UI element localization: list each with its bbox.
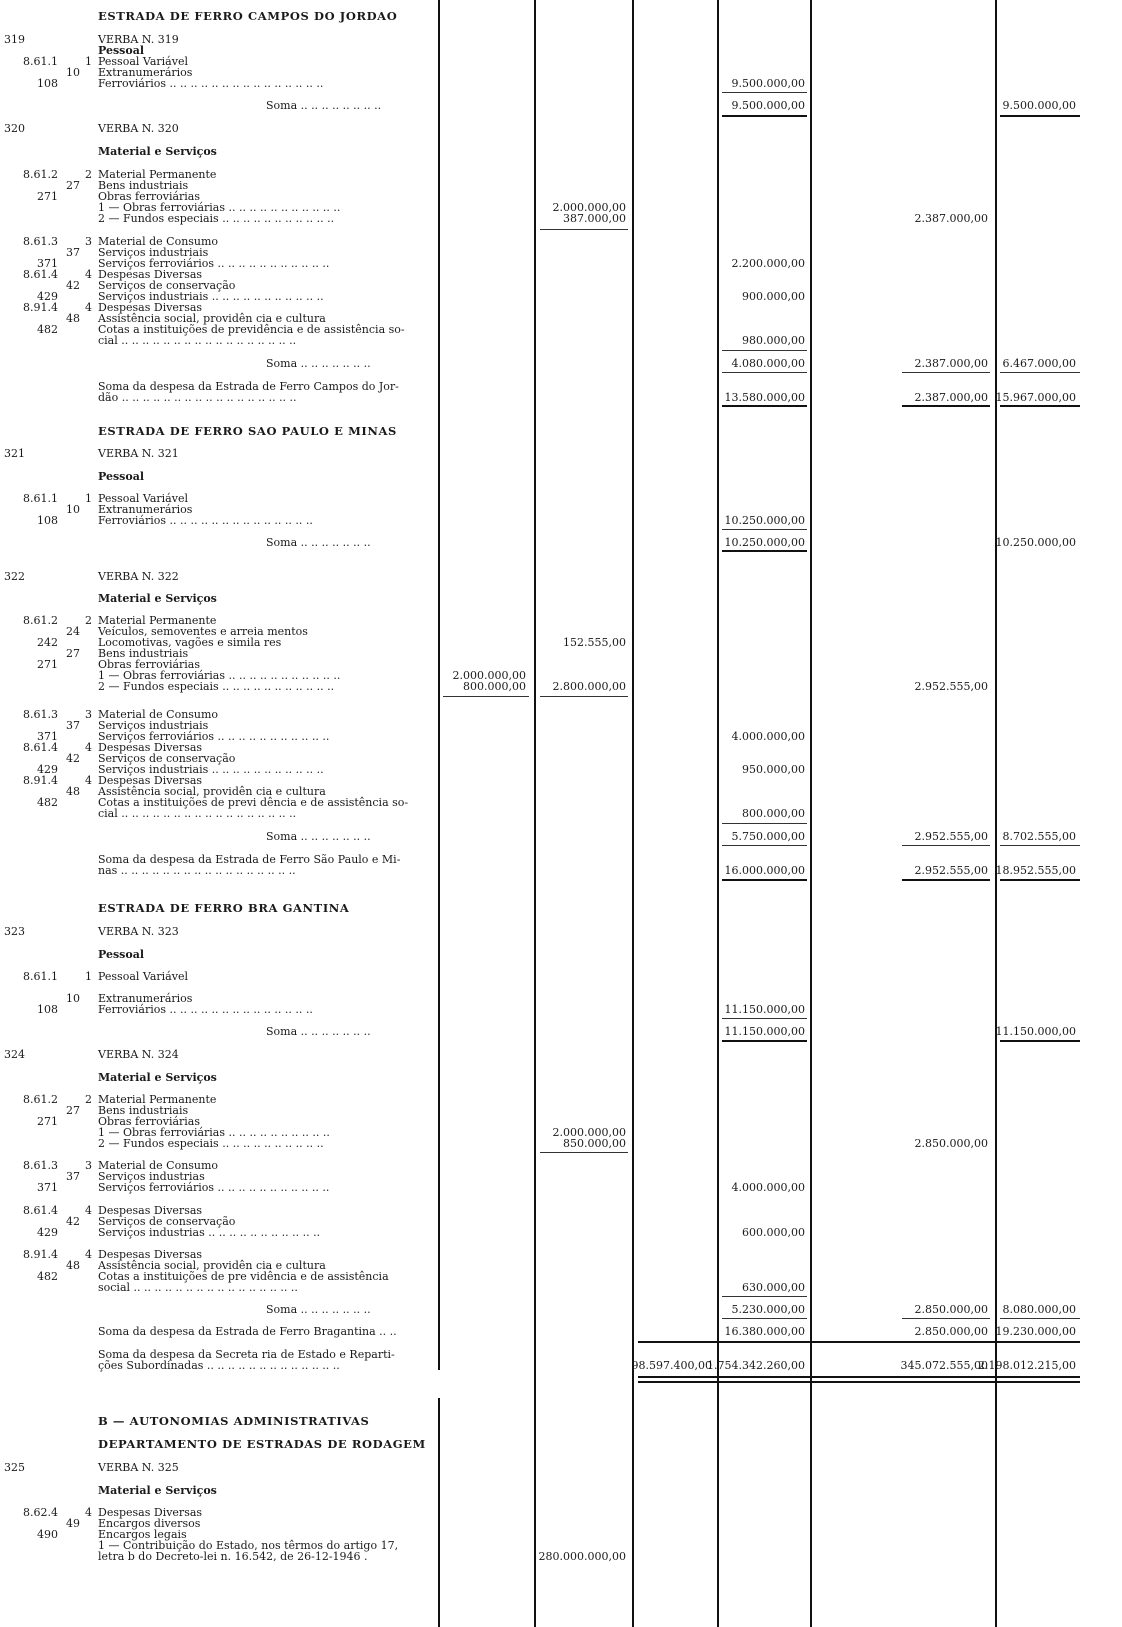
amount-col-4: 5.750.000,00 — [731, 830, 805, 843]
line-description: Soma da despesa da Estrada de Ferro São Paulo e Mi- — [98, 853, 401, 866]
amount-col-4: 950.000,00 — [742, 763, 805, 776]
budget-line — [0, 145, 1122, 158]
line-description: VERBA N. 322 — [98, 570, 179, 583]
line-description: Material e Serviços — [98, 145, 217, 158]
soma-label: Soma .. .. .. .. .. .. .. — [266, 830, 371, 843]
amount-col-4: 16.380.000,00 — [724, 1325, 805, 1338]
total-rule — [638, 1381, 1080, 1383]
budget-line — [0, 536, 1122, 549]
total-rule — [722, 550, 807, 552]
account-code: 8.62.4 — [23, 1506, 58, 1519]
budget-line — [0, 334, 1122, 347]
budget-line — [0, 10, 1122, 23]
soma-label: Soma .. .. .. .. .. .. .. .. — [266, 99, 382, 112]
budget-line — [0, 1303, 1122, 1316]
item-number: 4 — [85, 301, 92, 314]
line-description: B — AUTONOMIAS ADMINISTRATIVAS — [98, 1414, 370, 1428]
budget-line — [0, 1438, 1122, 1451]
line-description: 1 — Obras ferroviárias .. .. .. .. .. .. .. .. .. .. .. — [98, 201, 341, 214]
budget-line — [0, 1226, 1122, 1239]
amount-col-4: 900.000,00 — [742, 290, 805, 303]
line-description: Ferroviários .. .. .. .. .. .. .. .. .. .. .. .. .. .. — [98, 1003, 313, 1016]
line-description: Material Permanente — [98, 168, 217, 181]
amount-col-4: 9.500.000,00 — [731, 77, 805, 90]
line-description: Extranumerários — [98, 992, 193, 1005]
line-description: Serviços de conservação — [98, 752, 236, 765]
subaccount-code: 37 — [66, 246, 80, 259]
amount-col-2: 280.000.000,00 — [538, 1550, 626, 1563]
total-rule — [722, 92, 807, 93]
line-description: nas .. .. .. .. .. .. .. .. .. .. .. .. .. .. .. .. .. — [98, 864, 296, 877]
account-code: 8.91.4 — [23, 301, 58, 314]
line-description: Despesas Diversas — [98, 268, 203, 281]
soma-label: Soma .. .. .. .. .. .. .. — [266, 1303, 371, 1316]
item-number: 4 — [85, 741, 92, 754]
line-description: Material de Consumo — [98, 235, 219, 248]
subaccount-code: 42 — [66, 1215, 80, 1228]
budget-line — [0, 1181, 1122, 1194]
total-rule — [1000, 1040, 1080, 1042]
amount-col-5: 345.072.555,00 — [900, 1359, 988, 1372]
budget-line — [0, 514, 1122, 527]
total-rule — [1000, 372, 1080, 373]
budget-line — [0, 77, 1122, 90]
account-code: 108 — [37, 77, 58, 90]
account-code: 482 — [37, 1270, 58, 1283]
line-description: ESTRADA DE FERRO SAO PAULO E MINAS — [98, 424, 397, 438]
budget-line — [0, 1325, 1122, 1338]
account-code: 271 — [37, 190, 58, 203]
account-code: 8.61.2 — [23, 614, 58, 627]
amount-col-4: 4.000.000,00 — [731, 1181, 805, 1194]
total-rule — [722, 529, 807, 530]
verba-number: 319 — [4, 33, 25, 46]
line-description: Obras ferroviárias — [98, 190, 201, 203]
line-description: Ferroviários .. .. .. .. .. .. .. .. .. .. .. .. .. .. .. — [98, 77, 324, 90]
budget-line — [0, 1415, 1122, 1428]
line-description: Bens industriais — [98, 179, 189, 192]
line-description: 2 — Fundos especiais .. .. .. .. .. .. .. .. .. .. — [98, 1137, 324, 1150]
amount-col-4: 11.150.000,00 — [724, 1003, 805, 1016]
amount-col-2: 2.000.000,00 — [552, 1126, 626, 1139]
line-description: Encargos legais — [98, 1528, 187, 1541]
line-description: Cotas a instituições de previ dência e de assistência so- — [98, 796, 409, 809]
amount-col-4: 5.230.000,00 — [731, 1303, 805, 1316]
line-description: Obras ferroviárias — [98, 1115, 201, 1128]
total-rule — [540, 696, 628, 697]
line-description: Serviços ferroviários .. .. .. .. .. .. .. .. .. .. .. — [98, 257, 330, 270]
total-rule — [722, 879, 807, 881]
line-description: Pessoal Variável — [98, 55, 188, 68]
account-code: 8.61.2 — [23, 168, 58, 181]
total-rule — [722, 823, 807, 824]
account-code: 8.61.1 — [23, 55, 58, 68]
budget-line — [0, 425, 1122, 438]
line-description: Assistência social, providên cia e cultura — [98, 312, 326, 325]
line-description: Extranumerários — [98, 66, 193, 79]
line-description: Material Permanente — [98, 1093, 217, 1106]
amount-col-2: 2.000.000,00 — [552, 201, 626, 214]
account-code: 482 — [37, 796, 58, 809]
budget-line — [0, 1359, 1122, 1372]
account-code: 8.91.4 — [23, 774, 58, 787]
amount-col-4: 980.000,00 — [742, 334, 805, 347]
account-code: 8.61.4 — [23, 268, 58, 281]
amount-col-6: 8.080.000,00 — [1002, 1303, 1076, 1316]
line-description: DEPARTAMENTO DE ESTRADAS DE RODAGEM — [98, 1437, 426, 1451]
total-rule — [1000, 879, 1080, 881]
amount-col-5: 2.387.000,00 — [914, 212, 988, 225]
line-description: Material e Serviços — [98, 1484, 217, 1497]
account-code: 429 — [37, 1226, 58, 1239]
amount-col-6: 6.467.000,00 — [1002, 357, 1076, 370]
amount-col-4: 13.580.000,00 — [724, 391, 805, 404]
budget-line — [0, 970, 1122, 983]
line-description: Despesas Diversas — [98, 301, 203, 314]
budget-line — [0, 1461, 1122, 1474]
total-rule — [1000, 115, 1080, 117]
budget-line — [0, 925, 1122, 938]
item-number: 4 — [85, 268, 92, 281]
line-description: Serviços industriais .. .. .. .. .. .. .. .. .. .. .. — [98, 290, 324, 303]
line-description: Despesas Diversas — [98, 741, 203, 754]
account-code: 8.61.3 — [23, 1159, 58, 1172]
amount-col-5: 2.952.555,00 — [914, 830, 988, 843]
account-code: 8.91.4 — [23, 1248, 58, 1261]
budget-line — [0, 902, 1122, 915]
account-code: 8.61.3 — [23, 235, 58, 248]
amount-col-6: 2.198.012.215,00 — [978, 1359, 1076, 1372]
line-description: Material e Serviços — [98, 592, 217, 605]
line-description: Pessoal — [98, 948, 145, 961]
amount-col-5: 2.387.000,00 — [914, 391, 988, 404]
line-description: Serviços industriais — [98, 719, 209, 732]
line-description: Serviços industrias — [98, 1170, 205, 1183]
budget-line — [0, 1550, 1122, 1563]
subaccount-code: 48 — [66, 312, 80, 325]
total-rule — [722, 845, 807, 846]
budget-line — [0, 1048, 1122, 1061]
budget-line — [0, 1281, 1122, 1294]
subaccount-code: 10 — [66, 992, 80, 1005]
amount-col-5: 2.850.000,00 — [914, 1137, 988, 1150]
total-rule — [902, 845, 990, 846]
total-rule — [722, 1296, 807, 1297]
verba-number: 322 — [4, 570, 25, 583]
budget-line — [0, 357, 1122, 370]
amount-col-6: 15.967.000,00 — [995, 391, 1076, 404]
subaccount-code: 10 — [66, 66, 80, 79]
item-number: 3 — [85, 708, 92, 721]
account-code: 8.61.1 — [23, 970, 58, 983]
item-number: 2 — [85, 168, 92, 181]
budget-line — [0, 1003, 1122, 1016]
total-rule — [638, 1341, 1080, 1343]
line-description: Encargos diversos — [98, 1517, 201, 1530]
subaccount-code: 27 — [66, 647, 80, 660]
budget-line — [0, 99, 1122, 112]
total-rule — [722, 372, 807, 373]
account-code: 482 — [37, 323, 58, 336]
amount-col-6: 18.952.555,00 — [995, 864, 1076, 877]
verba-number: 325 — [4, 1461, 25, 1474]
amount-col-4: 10.250.000,00 — [724, 514, 805, 527]
line-description: Despesas Diversas — [98, 1506, 203, 1519]
line-description: Serviços industriais .. .. .. .. .. .. .. .. .. .. .. — [98, 763, 324, 776]
verba-number: 324 — [4, 1048, 25, 1061]
budget-line — [0, 1071, 1122, 1084]
total-rule — [1000, 1318, 1080, 1319]
line-description: Extranumerários — [98, 503, 193, 516]
item-number: 1 — [85, 970, 92, 983]
amount-col-4: 4.000.000,00 — [731, 730, 805, 743]
account-code: 371 — [37, 730, 58, 743]
total-rule — [722, 1040, 807, 1042]
line-description: VERBA N. 325 — [98, 1461, 179, 1474]
line-description: Locomotivas, vagões e simila res — [98, 636, 282, 649]
verba-number: 320 — [4, 122, 25, 135]
account-code: 108 — [37, 514, 58, 527]
amount-col-4: 630.000,00 — [742, 1281, 805, 1294]
line-description: Serviços industriais — [98, 246, 209, 259]
line-description: Cotas a instituições de previdência e de assistência so- — [98, 323, 405, 336]
line-description: Despesas Diversas — [98, 774, 203, 787]
amount-col-6: 19.230.000,00 — [995, 1325, 1076, 1338]
budget-line — [0, 570, 1122, 583]
line-description: Serviços ferroviários .. .. .. .. .. .. .. .. .. .. .. — [98, 730, 330, 743]
line-description: Despesas Diversas — [98, 1204, 203, 1217]
item-number: 1 — [85, 55, 92, 68]
line-description: 1 — Obras ferroviárias .. .. .. .. .. .. .. .. .. .. — [98, 1126, 330, 1139]
total-rule — [902, 405, 990, 407]
total-rule — [540, 1152, 628, 1153]
amount-col-5: 2.952.555,00 — [914, 864, 988, 877]
total-rule — [722, 1018, 807, 1019]
line-description: 1 — Contribuição do Estado, nos têrmos do artigo 17, — [98, 1539, 399, 1552]
budget-line — [0, 1484, 1122, 1497]
line-description: VERBA N. 321 — [98, 447, 179, 460]
budget-line — [0, 470, 1122, 483]
amount-col-5: 2.850.000,00 — [914, 1325, 988, 1338]
account-code: 371 — [37, 257, 58, 270]
line-description: Pessoal — [98, 44, 145, 57]
budget-line — [0, 592, 1122, 605]
total-rule — [902, 879, 990, 881]
verba-number: 323 — [4, 925, 25, 938]
line-description: VERBA N. 320 — [98, 122, 179, 135]
amount-col-3: 98.597.400,00 — [631, 1359, 712, 1372]
line-description: Bens industriais — [98, 647, 189, 660]
item-number: 4 — [85, 774, 92, 787]
line-description: Serviços de conservação — [98, 1215, 236, 1228]
line-description: Serviços ferroviários .. .. .. .. .. .. .. .. .. .. .. — [98, 1181, 330, 1194]
amount-col-6: 9.500.000,00 — [1002, 99, 1076, 112]
account-code: 271 — [37, 658, 58, 671]
amount-col-5: 2.387.000,00 — [914, 357, 988, 370]
total-rule — [638, 1376, 1080, 1378]
item-number: 2 — [85, 1093, 92, 1106]
subaccount-code: 24 — [66, 625, 80, 638]
line-description: Despesas Diversas — [98, 1248, 203, 1261]
line-description: social .. .. .. .. .. .. .. .. .. .. .. .. .. .. .. .. — [98, 1281, 298, 1294]
line-description: Bens industriais — [98, 1104, 189, 1117]
line-description: VERBA N. 323 — [98, 925, 179, 938]
account-code: 371 — [37, 1181, 58, 1194]
account-code: 8.61.4 — [23, 1204, 58, 1217]
total-rule — [722, 1318, 807, 1319]
budget-line — [0, 1025, 1122, 1038]
budget-line — [0, 864, 1122, 877]
amount-col-6: 8.702.555,00 — [1002, 830, 1076, 843]
item-number: 4 — [85, 1506, 92, 1519]
amount-col-1: 2.000.000,00 — [452, 669, 526, 682]
amount-col-4: 800.000,00 — [742, 807, 805, 820]
amount-col-5: 2.952.555,00 — [914, 680, 988, 693]
total-rule — [902, 1318, 990, 1319]
total-rule — [1000, 405, 1080, 407]
line-description: Material de Consumo — [98, 708, 219, 721]
account-code: 429 — [37, 290, 58, 303]
budget-line — [0, 391, 1122, 404]
amount-col-4: 9.500.000,00 — [731, 99, 805, 112]
line-description: Soma da despesa da Estrada de Ferro Campos do Jor- — [98, 380, 399, 393]
budget-line — [0, 212, 1122, 225]
line-description: Obras ferroviárias — [98, 658, 201, 671]
soma-label: Soma .. .. .. .. .. .. .. — [266, 1025, 371, 1038]
item-number: 4 — [85, 1248, 92, 1261]
line-description: Ferroviários .. .. .. .. .. .. .. .. .. .. .. .. .. .. — [98, 514, 313, 527]
subaccount-code: 42 — [66, 279, 80, 292]
total-rule — [1000, 845, 1080, 846]
subaccount-code: 27 — [66, 179, 80, 192]
total-rule — [722, 115, 807, 117]
account-code: 8.61.3 — [23, 708, 58, 721]
line-description: VERBA N. 319 — [98, 33, 179, 46]
line-description: cial .. .. .. .. .. .. .. .. .. .. .. .. .. .. .. .. .. — [98, 807, 297, 820]
line-description: ESTRADA DE FERRO BRA GANTINA — [98, 901, 350, 915]
amount-col-6: 11.150.000,00 — [995, 1025, 1076, 1038]
amount-col-4: 11.150.000,00 — [724, 1025, 805, 1038]
item-number: 3 — [85, 235, 92, 248]
soma-label: Soma .. .. .. .. .. .. .. — [266, 536, 371, 549]
amount-col-4: 10.250.000,00 — [724, 536, 805, 549]
subaccount-code: 48 — [66, 785, 80, 798]
budget-line — [0, 1137, 1122, 1150]
item-number: 4 — [85, 1204, 92, 1217]
line-description: 1 — Obras ferroviárias .. .. .. .. .. .. .. .. .. .. .. — [98, 669, 341, 682]
amount-col-4: 16.000.000,00 — [724, 864, 805, 877]
account-code: 108 — [37, 1003, 58, 1016]
total-rule — [540, 229, 628, 230]
amount-col-2: 387.000,00 — [563, 212, 626, 225]
item-number: 2 — [85, 614, 92, 627]
line-description: ções Subordinadas .. .. .. .. .. .. .. .. .. .. .. .. .. — [98, 1359, 340, 1372]
item-number: 1 — [85, 492, 92, 505]
account-code: 271 — [37, 1115, 58, 1128]
amount-col-1: 800.000,00 — [463, 680, 526, 693]
subaccount-code: 10 — [66, 503, 80, 516]
amount-col-4: 4.080.000,00 — [731, 357, 805, 370]
subaccount-code: 27 — [66, 1104, 80, 1117]
line-description: ESTRADA DE FERRO CAMPOS DO JORDAO — [98, 9, 398, 23]
amount-col-2: 152.555,00 — [563, 636, 626, 649]
line-description: Assistência social, providên cia e cultura — [98, 1259, 326, 1272]
budget-line — [0, 948, 1122, 961]
amount-col-4: 1.754.342.260,00 — [707, 1359, 805, 1372]
line-description: Assistência social, providên cia e cultura — [98, 785, 326, 798]
soma-label: Soma .. .. .. .. .. .. .. — [266, 357, 371, 370]
line-description: Material Permanente — [98, 614, 217, 627]
amount-col-2: 850.000,00 — [563, 1137, 626, 1150]
line-description: Pessoal Variável — [98, 492, 188, 505]
amount-col-5: 2.850.000,00 — [914, 1303, 988, 1316]
line-description: 2 — Fundos especiais .. .. .. .. .. .. .. .. .. .. .. — [98, 680, 335, 693]
total-rule — [722, 350, 807, 351]
account-code: 8.61.1 — [23, 492, 58, 505]
line-description: Soma da despesa da Secreta ria de Estado e Reparti- — [98, 1348, 395, 1361]
line-description: cial .. .. .. .. .. .. .. .. .. .. .. .. .. .. .. .. .. — [98, 334, 297, 347]
budget-line — [0, 122, 1122, 135]
total-rule — [722, 405, 807, 407]
item-number: 3 — [85, 1159, 92, 1172]
budget-line — [0, 830, 1122, 843]
line-description: 2 — Fundos especiais .. .. .. .. .. .. .. .. .. .. .. — [98, 212, 335, 225]
line-description: Serviços de conservação — [98, 279, 236, 292]
total-rule — [443, 696, 529, 697]
account-code: 8.61.4 — [23, 741, 58, 754]
line-description: Pessoal Variável — [98, 970, 188, 983]
amount-col-2: 2.800.000,00 — [552, 680, 626, 693]
amount-col-4: 2.200.000,00 — [731, 257, 805, 270]
subaccount-code: 37 — [66, 1170, 80, 1183]
subaccount-code: 49 — [66, 1517, 80, 1530]
line-description: Material e Serviços — [98, 1071, 217, 1084]
account-code: 429 — [37, 763, 58, 776]
account-code: 8.61.2 — [23, 1093, 58, 1106]
line-description: Material de Consumo — [98, 1159, 219, 1172]
budget-line — [0, 807, 1122, 820]
line-description: dão .. .. .. .. .. .. .. .. .. .. .. .. .. .. .. .. .. — [98, 391, 297, 404]
line-description: Veículos, semoventes e arreia mentos — [98, 625, 308, 638]
line-description: Pessoal — [98, 470, 145, 483]
line-description: Serviços industrias .. .. .. .. .. .. .. .. .. .. .. — [98, 1226, 321, 1239]
subaccount-code: 42 — [66, 752, 80, 765]
total-rule — [902, 372, 990, 373]
amount-col-4: 600.000,00 — [742, 1226, 805, 1239]
line-description: letra b do Decreto-lei n. 16.542, de 26-12-1946 . — [98, 1550, 368, 1563]
verba-number: 321 — [4, 447, 25, 460]
subaccount-code: 48 — [66, 1259, 80, 1272]
budget-line — [0, 447, 1122, 460]
account-code: 242 — [37, 636, 58, 649]
budget-line — [0, 680, 1122, 693]
line-description: Cotas a instituições de pre vidência e de assistência — [98, 1270, 389, 1283]
line-description: Soma da despesa da Estrada de Ferro Bragantina .. .. — [98, 1325, 397, 1338]
line-description: VERBA N. 324 — [98, 1048, 179, 1061]
amount-col-6: 10.250.000,00 — [995, 536, 1076, 549]
account-code: 490 — [37, 1528, 58, 1541]
subaccount-code: 37 — [66, 719, 80, 732]
